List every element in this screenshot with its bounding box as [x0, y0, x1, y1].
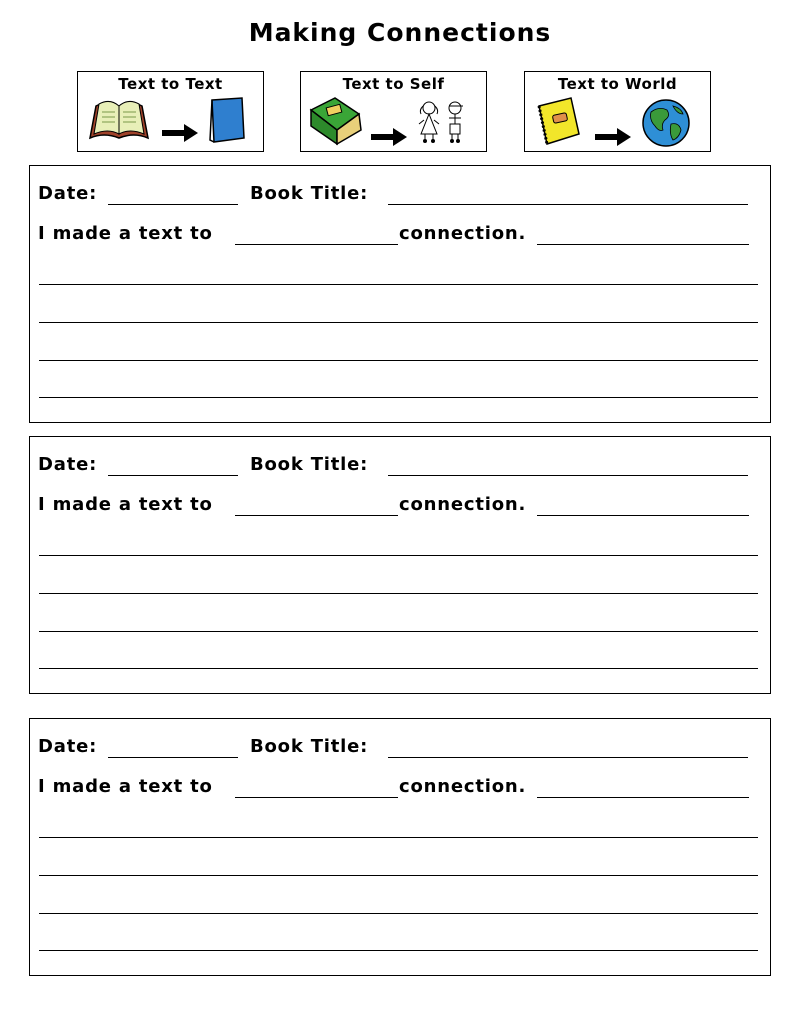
- writing-line-4[interactable]: [39, 668, 758, 669]
- card-label: Text to World: [557, 75, 678, 93]
- arrow-right-icon: [595, 128, 631, 146]
- connection-type-field[interactable]: [235, 515, 398, 516]
- card-label: Text to Text: [118, 75, 223, 93]
- writing-line-3[interactable]: [39, 631, 758, 632]
- book-title-label: Book Title:: [250, 183, 369, 204]
- date-field[interactable]: [108, 757, 238, 758]
- date-label: Date:: [38, 736, 98, 757]
- writing-line-1[interactable]: [39, 284, 758, 285]
- date-field[interactable]: [108, 475, 238, 476]
- writing-line-3[interactable]: [39, 913, 758, 914]
- entry-3: [29, 718, 771, 976]
- date-label: Date:: [38, 454, 98, 475]
- book-title-label: Book Title:: [250, 736, 369, 757]
- page-title: Making Connections: [248, 18, 552, 47]
- writing-line-2[interactable]: [39, 593, 758, 594]
- writing-line-4[interactable]: [39, 950, 758, 951]
- globe-icon: [641, 98, 691, 148]
- card-label: Text to Self: [342, 75, 445, 93]
- made-a-text-to-label: I made a text to: [38, 776, 213, 797]
- writing-line-2[interactable]: [39, 322, 758, 323]
- arrow-right-icon: [162, 124, 198, 142]
- connection-label: connection.: [399, 776, 527, 797]
- arrow-right-icon: [371, 128, 407, 146]
- writing-line-1[interactable]: [39, 837, 758, 838]
- stick-figures-icon: [415, 100, 469, 144]
- connection-type-field[interactable]: [235, 797, 398, 798]
- writing-line-2[interactable]: [39, 875, 758, 876]
- connection-note-field[interactable]: [537, 797, 749, 798]
- connection-label: connection.: [399, 223, 527, 244]
- date-field[interactable]: [108, 204, 238, 205]
- open-book-icon: [88, 98, 150, 142]
- card-text-to-self: [300, 71, 487, 152]
- connection-note-field[interactable]: [537, 244, 749, 245]
- blue-book-icon: [208, 96, 246, 144]
- yellow-notebook-icon: [533, 96, 583, 148]
- green-book-icon: [309, 96, 363, 146]
- card-text-to-world: [524, 71, 711, 152]
- made-a-text-to-label: I made a text to: [38, 494, 213, 515]
- connection-note-field[interactable]: [537, 515, 749, 516]
- writing-line-3[interactable]: [39, 360, 758, 361]
- book-title-field[interactable]: [388, 757, 748, 758]
- connection-label: connection.: [399, 494, 527, 515]
- book-title-field[interactable]: [388, 204, 748, 205]
- book-title-field[interactable]: [388, 475, 748, 476]
- book-title-label: Book Title:: [250, 454, 369, 475]
- entry-2: [29, 436, 771, 694]
- card-text-to-text: [77, 71, 264, 152]
- made-a-text-to-label: I made a text to: [38, 223, 213, 244]
- writing-line-4[interactable]: [39, 397, 758, 398]
- writing-line-1[interactable]: [39, 555, 758, 556]
- date-label: Date:: [38, 183, 98, 204]
- connection-type-field[interactable]: [235, 244, 398, 245]
- entry-1: [29, 165, 771, 423]
